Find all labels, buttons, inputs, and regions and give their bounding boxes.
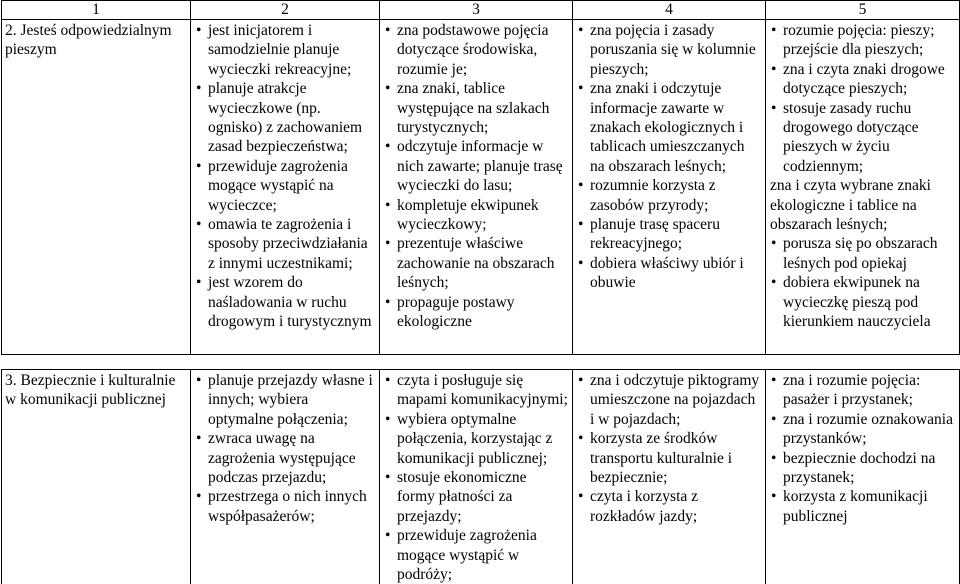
list-item: • bezpiecznie dochodzi na przystanek; — [770, 449, 955, 488]
list-item: • kompletuje ekwipunek wycieczkowy; — [384, 196, 568, 235]
list-item: • korzysta ze środków transportu kulturalnie i bezpiecznie; — [577, 429, 761, 487]
list-item: • stosuje zasady ruchu drogowego dotyczące pieszych w życiu codziennym; — [770, 99, 955, 177]
list-item: • zna znaki i odczytuje informacje zawarte w znakach ekologicznych i tablicach umieszczanych na obszarach leśnych; — [577, 79, 761, 176]
section-title: 3. Bezpiecznie i kulturalnie w komunikacji publicznej — [2, 370, 191, 584]
table-cell — [380, 20, 573, 355]
table-cell — [191, 370, 380, 584]
list-item: • propaguje postawy ekologiczne — [384, 293, 568, 332]
list-item: • przewiduje zagrożenia mogące wystąpić na wycieczce; — [195, 157, 375, 215]
list-item: • zna i rozumie pojęcia: pasażer i przystanek; — [770, 371, 955, 410]
list-item: • stosuje ekonomiczne formy płatności za przejazdy; — [384, 468, 568, 526]
list-item: • rozumnie korzysta z zasobów przyrody; — [577, 176, 761, 215]
row-separator — [2, 355, 960, 370]
table-cell — [191, 20, 380, 355]
list-item: • zna znaki, tablice występujące na szlakach turystycznych; — [384, 79, 568, 137]
list-item: • planuje trasę spaceru rekreacyjnego; — [577, 215, 761, 254]
list-item: • omawia te zagrożenia i sposoby przeciwdziałania z innymi uczestnikami; — [195, 215, 375, 273]
list-item: • wybiera optymalne połączenia, korzystając z komunikacji publicznej; — [384, 410, 568, 468]
header-cell: 1 — [2, 1, 191, 20]
table-cell — [573, 20, 766, 355]
list-item: • zwraca uwagę na zagrożenia występujące podczas przejazdu; — [195, 429, 375, 487]
header-cell: 3 — [380, 1, 573, 20]
list-item: • czyta i korzysta z rozkładów jazdy; — [577, 487, 761, 526]
curriculum-table — [1, 0, 960, 584]
section-title: 2. Jesteś odpowiedzialnym pieszym — [2, 20, 191, 355]
list-item: • zna i odczytuje piktogramy umieszczone na pojazdach i w pojazdach; — [577, 371, 761, 429]
table-row — [2, 370, 960, 584]
table-cell — [766, 370, 960, 584]
list-item: • korzysta z komunikacji publicznej — [770, 487, 955, 526]
list-item: • porusza się po obszarach leśnych pod opiekaj — [770, 234, 955, 273]
list-item: • planuje atrakcje wycieczkowe (np. ognisko) z zachowaniem zasad bezpieczeństwa; — [195, 79, 375, 157]
list-item: zna i czyta wybrane znaki ekologiczne i tablice na obszarach leśnych; — [770, 176, 955, 234]
table-cell — [573, 370, 766, 584]
list-item: • dobiera właściwy ubiór i obuwie — [577, 254, 761, 293]
table-cell — [766, 20, 960, 355]
table-row — [2, 20, 960, 355]
header-cell: 2 — [191, 1, 380, 20]
list-item: • odczytuje informacje w nich zawarte; planuje trasę wycieczki do lasu; — [384, 137, 568, 195]
header-row — [2, 1, 960, 20]
list-item: • dobiera ekwipunek na wycieczkę pieszą pod kierunkiem nauczyciela — [770, 273, 955, 331]
list-item: • zna podstawowe pojęcia dotyczące środowiska, rozumie je; — [384, 21, 568, 79]
list-item: • przestrzega o nich innych współpasażerów; — [195, 487, 375, 526]
header-cell: 4 — [573, 1, 766, 20]
list-item: • jest inicjatorem i samodzielnie planuje wycieczki rekreacyjne; — [195, 21, 375, 79]
table-cell — [380, 370, 573, 584]
list-item: • zna pojęcia i zasady poruszania się w kolumnie pieszych; — [577, 21, 761, 79]
list-item: • zna i czyta znaki drogowe dotyczące pieszych; — [770, 60, 955, 99]
list-item: • prezentuje właściwe zachowanie na obszarach leśnych; — [384, 234, 568, 292]
list-item: • jest wzorem do naśladowania w ruchu drogowym i turystycznym — [195, 273, 375, 331]
list-item: • zna i rozumie oznakowania przystanków; — [770, 410, 955, 449]
list-item: • czyta i posługuje się mapami komunikacyjnymi; — [384, 371, 568, 410]
list-item: • planuje przejazdy własne i innych; wybiera optymalne połączenia; — [195, 371, 375, 429]
list-item: • rozumie pojęcia: pieszy; przejście dla pieszych; — [770, 21, 955, 60]
list-item: • przewiduje zagrożenia mogące wystąpić w podróży; — [384, 526, 568, 584]
header-cell: 5 — [766, 1, 960, 20]
